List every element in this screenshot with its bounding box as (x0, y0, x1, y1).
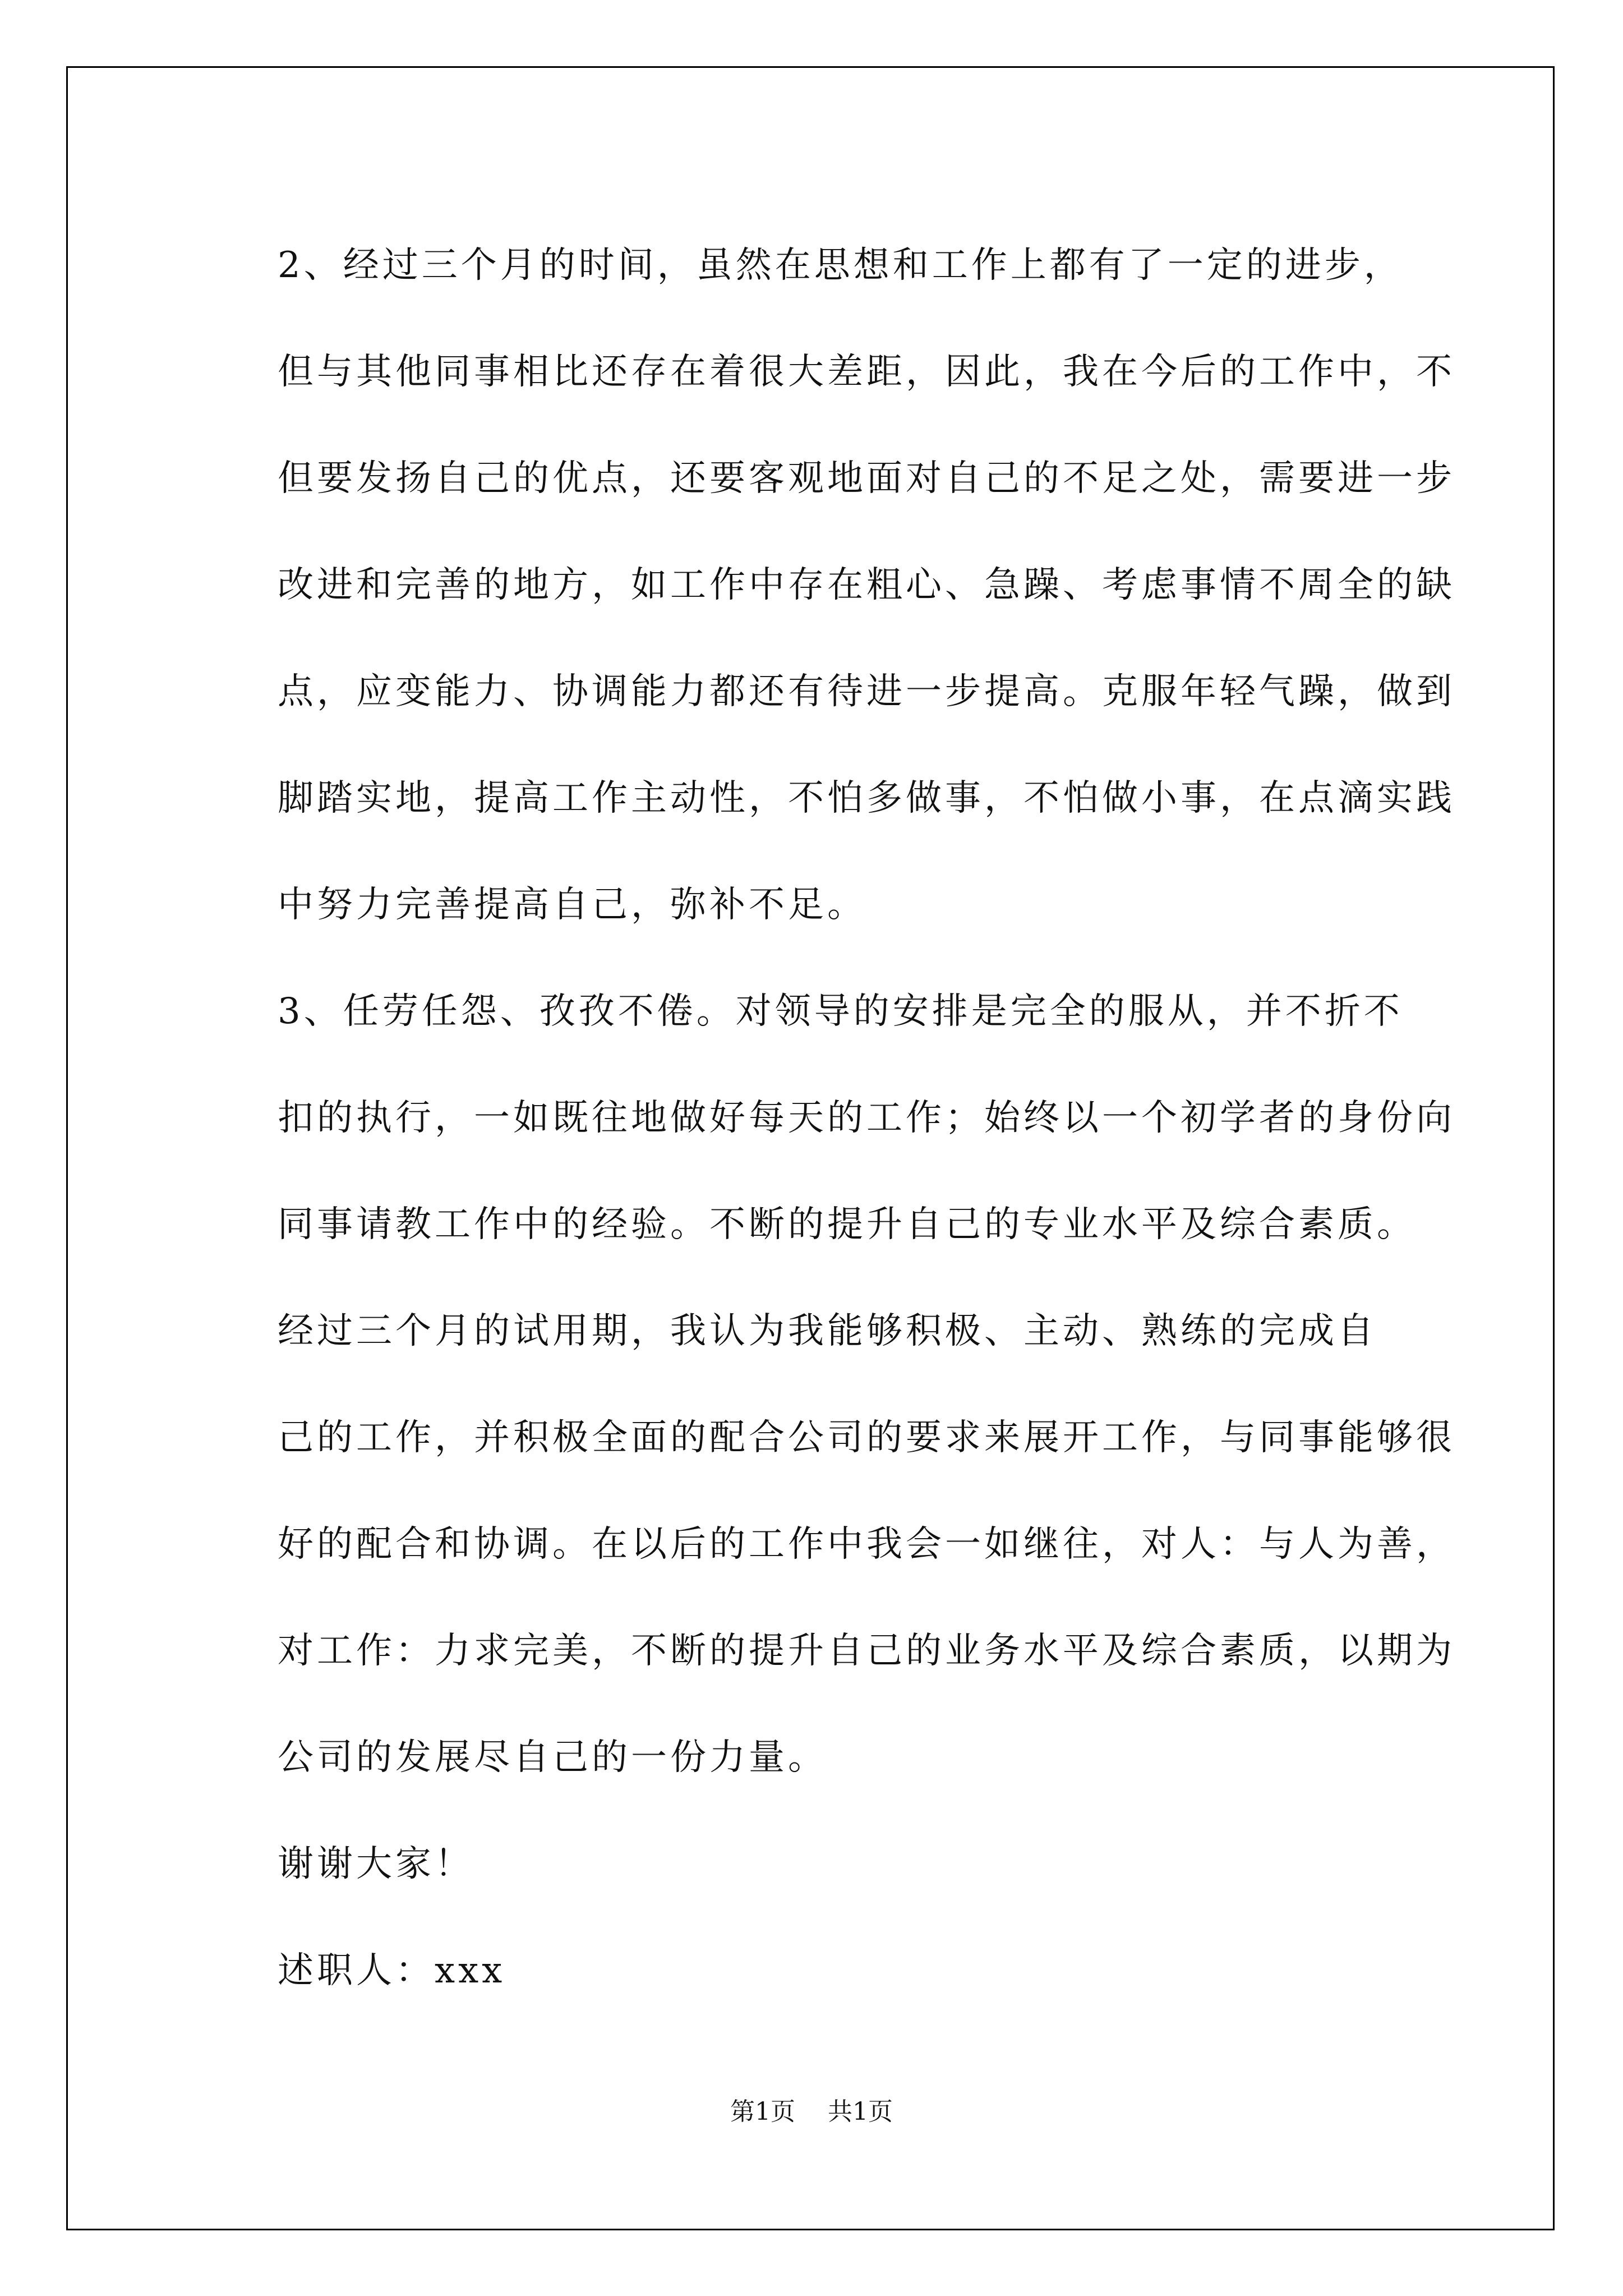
page-number-current: 第1页 (730, 2097, 795, 2126)
text-line: 经过三个月的试用期，我认为我能够积极、主动、熟练的完成自 (278, 1310, 1377, 1352)
paragraph-signature (199, 1917, 1422, 2024)
page-footer (0, 2095, 1623, 2129)
text-line: 己的工作，并积极全面的配合公司的要求来展开工作，与同事能够很 (278, 1417, 1455, 1458)
paragraph-conclusion (199, 1278, 1455, 1811)
text-line: 中努力完善提高自己，弥补不足。 (278, 884, 866, 926)
document-body (199, 212, 1455, 2024)
text-line: 但要发扬自己的优点，还要客观地面对自己的不足之处，需要进一步 (278, 458, 1455, 499)
paragraph-progress (199, 212, 1455, 958)
text-line: 扣的执行，一如既往地做好每天的工作；始终以一个初学者的身份向 (278, 1097, 1455, 1139)
text-line: 改进和完善的地方，如工作中存在粗心、急躁、考虑事情不周全的缺 (278, 564, 1455, 606)
page-number-total: 共1页 (828, 2097, 893, 2126)
text-line: 同事请教工作中的经验。不断的提升自己的专业水平及综合素质。 (278, 1204, 1416, 1245)
text-line: 述职人：xxx (278, 1950, 506, 1991)
text-line: 脚踏实地，提高工作主动性，不怕多做事，不怕做小事，在点滴实践 (278, 777, 1455, 819)
paragraph-thanks (199, 1811, 1422, 1917)
text-line: 好的配合和协调。在以后的工作中我会一如继往，对人：与人为善， (278, 1524, 1455, 1565)
text-line: 公司的发展尽自己的一份力量。 (278, 1737, 827, 1778)
text-line: 点，应变能力、协调能力都还有待进一步提高。克服年轻气躁，做到 (278, 671, 1455, 712)
text-line: 3、任劳任怨、孜孜不倦。对领导的安排是完全的服从，并不折不 (278, 991, 1403, 1032)
text-line: 但与其他同事相比还存在着很大差距，因此，我在今后的工作中，不 (278, 351, 1455, 393)
text-line: 2、经过三个月的时间，虽然在思想和工作上都有了一定的进步， (278, 245, 1403, 286)
paragraph-diligence (199, 958, 1455, 1278)
text-line: 谢谢大家！ (278, 1843, 474, 1885)
text-line: 对工作：力求完美，不断的提升自己的业务水平及综合素质，以期为 (278, 1630, 1455, 1672)
